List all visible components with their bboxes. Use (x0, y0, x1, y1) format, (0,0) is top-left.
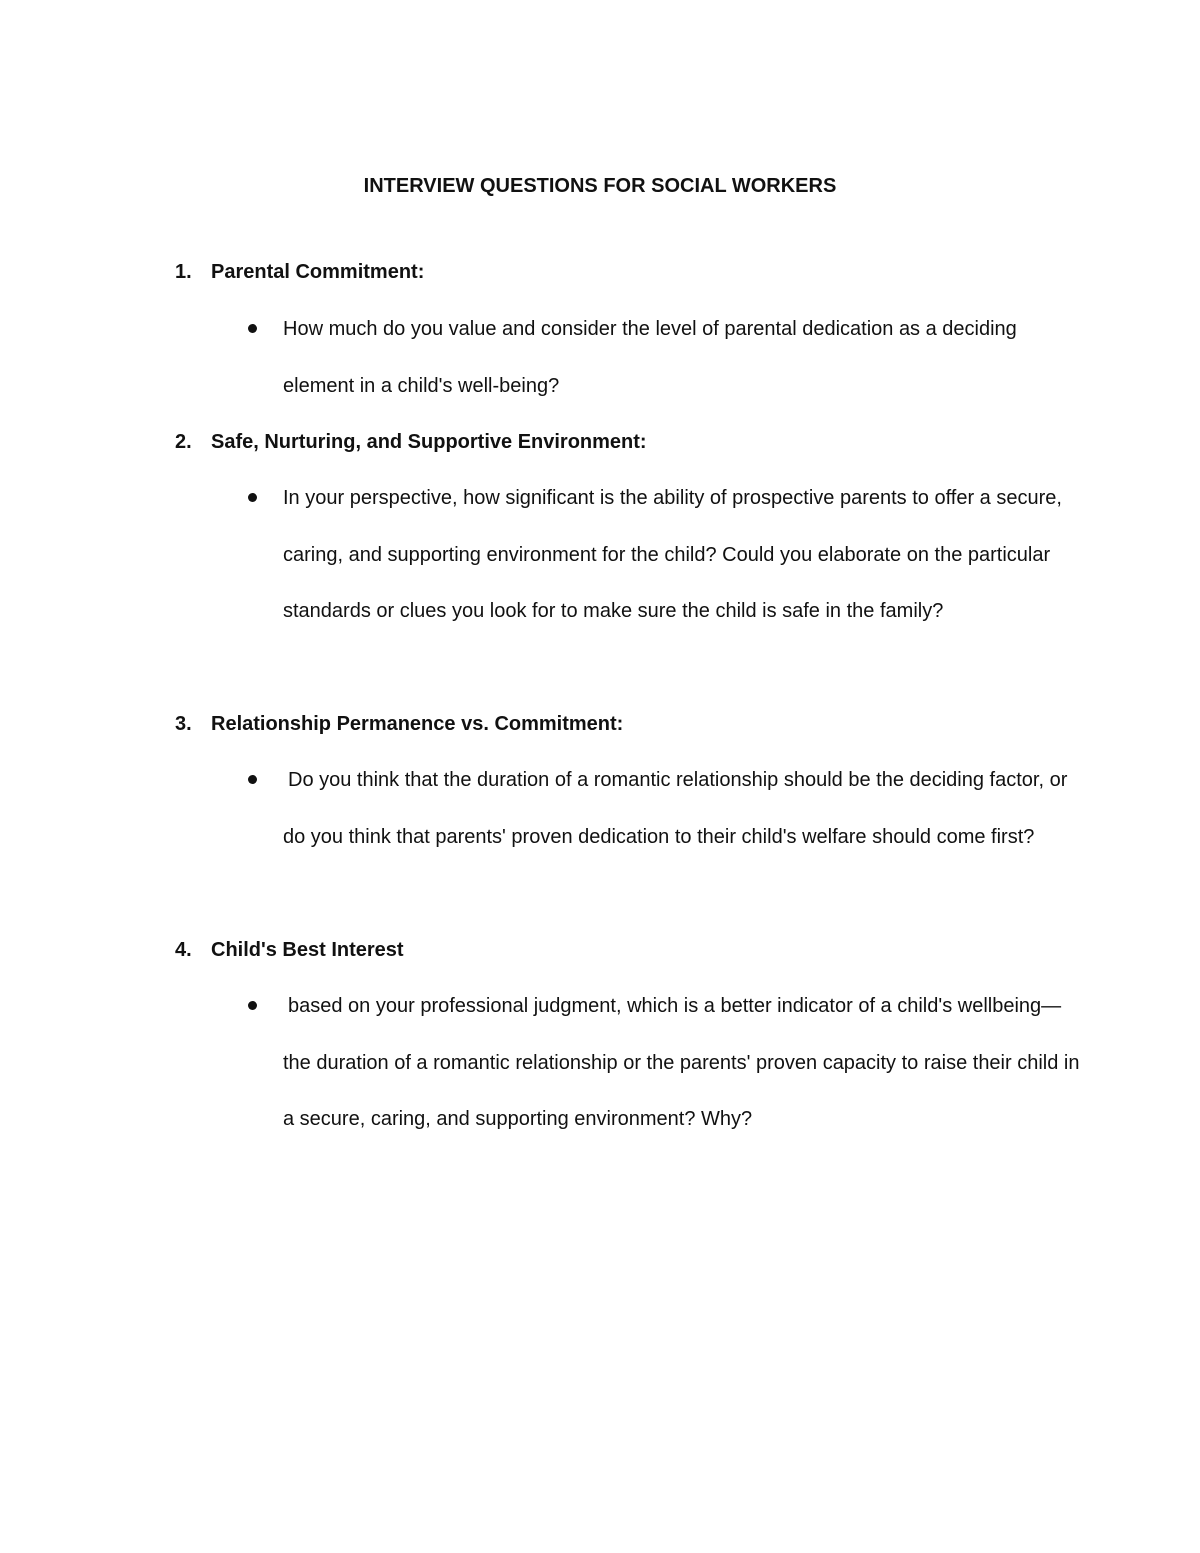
document-title: INTERVIEW QUESTIONS FOR SOCIAL WORKERS (363, 175, 837, 197)
bullet-icon (248, 493, 257, 502)
bullet-icon (248, 1001, 257, 1010)
question-1-number: 1. (175, 261, 192, 283)
question-3-heading: Relationship Permanence vs. Commitment: (211, 713, 624, 735)
bullet-icon (248, 324, 257, 333)
question-2-text: In your perspective, how significant is the ability of prospective parents to offer a secure, caring, and supporting environment for the child? Could you elaborate on the particular standards or clues you look for to make sure the child is safe in the family? (283, 487, 1062, 622)
question-4-text: based on your professional judgment, which is a better indicator of a child's wellbeing—the duration of a romantic relationship or the parents' proven capacity to raise their child in a secure, caring, and supporting environment? Why? (283, 995, 1080, 1130)
question-1-heading: Parental Commitment: (211, 261, 425, 283)
question-2-heading: Safe, Nurturing, and Supportive Environment: (211, 431, 647, 453)
bullet-icon (248, 775, 257, 784)
question-3-text: Do you think that the duration of a romantic relationship should be the deciding factor, or do you think that parents' proven dedication to their child's welfare should come first? (283, 769, 1068, 848)
question-1-text: How much do you value and consider the level of parental dedication as a deciding element in a child's well-being? (283, 318, 1017, 397)
question-4-heading: Child's Best Interest (211, 939, 404, 961)
question-3-number: 3. (175, 713, 192, 735)
question-4-number: 4. (175, 939, 192, 961)
question-2-number: 2. (175, 431, 192, 453)
